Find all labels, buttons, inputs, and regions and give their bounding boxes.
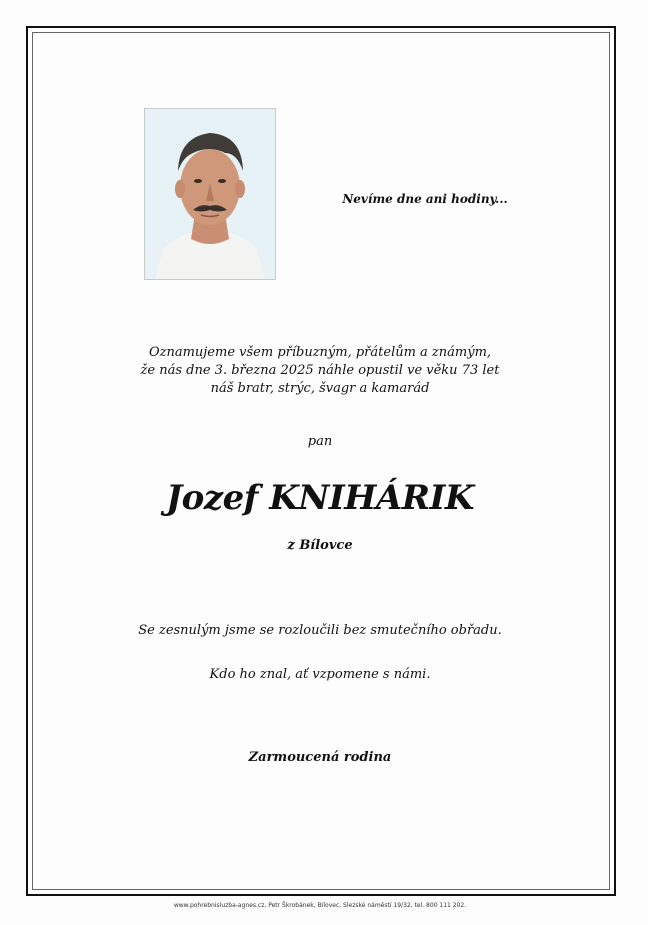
announcement-line-1: Oznamujeme všem příbuzným, přátelům a známým, — [148, 345, 492, 360]
signature: Zarmoucená rodina — [248, 750, 392, 765]
motto-text: Nevíme dne ani hodiny... — [342, 192, 508, 206]
remembrance-line: Kdo ho znal, ať vzpomene s námi. — [209, 667, 431, 682]
announcement-line-3: náš bratr, strýc, švagr a kamarád — [210, 381, 430, 396]
footer-contact: www.pohrebnisluzba-agnes.cz, Petr Škrobánek, Bílovec, Slezské náměstí 19/32, tel. 800 111 202. — [173, 902, 467, 909]
honorific: pan — [307, 434, 333, 449]
portrait-photo — [144, 108, 276, 280]
origin-place: z Bílovce — [287, 538, 353, 553]
deceased-name: Jozef KNIHÁRIK — [166, 478, 474, 518]
farewell-note: Se zesnulým jsme se rozloučili bez smutečního obřadu. — [138, 623, 502, 638]
announcement-line-2: že nás dne 3. března 2025 náhle opustil ve věku 73 let — [140, 363, 500, 378]
